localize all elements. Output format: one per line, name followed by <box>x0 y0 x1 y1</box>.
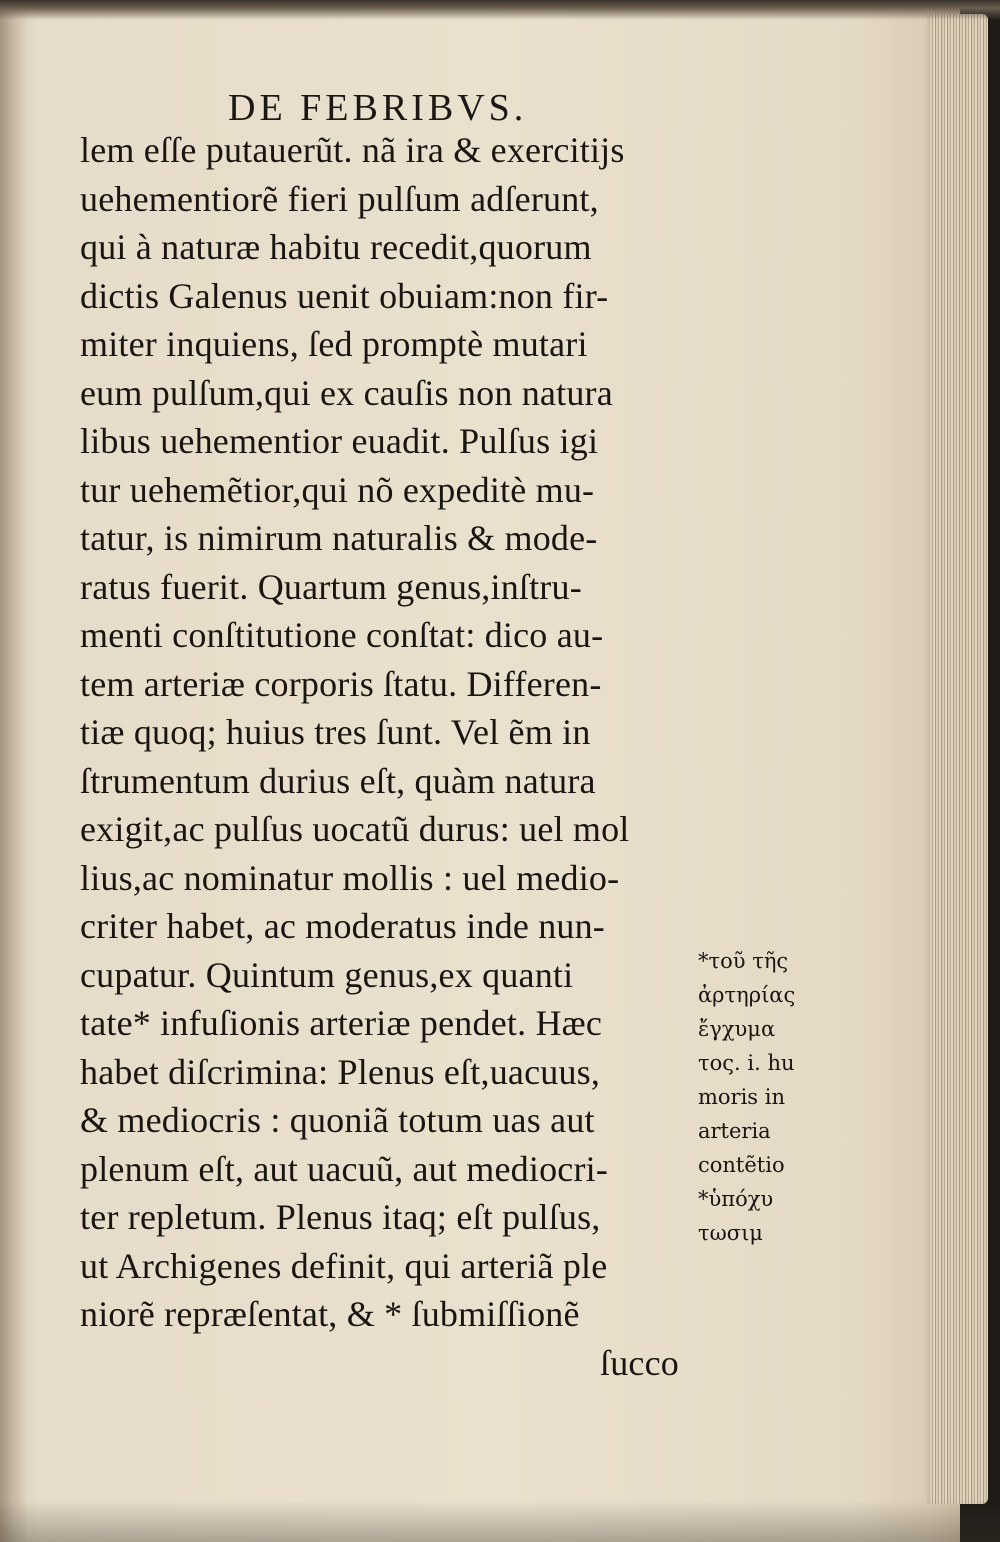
text-line: ratus fuerit. Quartum genus,inſtru- <box>80 566 582 607</box>
gloss-line: ἀρτηρίας <box>698 983 796 1007</box>
text-line: dictis Galenus uenit obuiam:non fir- <box>80 275 609 316</box>
gloss-line: τος. i. hu <box>698 1051 795 1075</box>
text-line: ut Archigenes definit, qui arteriã ple <box>80 1245 608 1286</box>
gloss-line: moris in <box>698 1085 786 1109</box>
text-line: tatur, is nimirum naturalis & mode- <box>80 518 598 558</box>
text-line: menti conſtitutione conſtat: dico au- <box>80 615 604 655</box>
gloss-line: arteria <box>698 1119 771 1143</box>
text-line: plenum eſt, aut uacuũ, aut mediocri- <box>80 1148 609 1189</box>
text-line: habet diſcrimina: Plenus eſt,uacuus, <box>80 1051 601 1092</box>
text-line: tate* infuſionis arteriæ pendet. Hæc <box>80 1003 603 1043</box>
text-line: exigit,ac pulſus uocatũ durus: uel mol <box>80 809 630 849</box>
text-line: ſtrumentum durius eſt, quàm natura <box>80 760 596 801</box>
gloss-line: contẽtio <box>698 1153 785 1177</box>
gloss-line: τωσιμ <box>698 1221 763 1245</box>
text-line: libus uehementior euadit. Pulſus igi <box>80 421 599 461</box>
text-line: niorẽ repræſentat, & * ſubmiſſionẽ <box>80 1294 580 1334</box>
catchword: ſucco <box>600 1342 679 1383</box>
running-head: DE FEBRIBVS. <box>228 87 528 129</box>
page-edges <box>930 14 988 1504</box>
bottom-shadow <box>0 1500 1000 1542</box>
text-line: & mediocris : quoniã totum uas aut <box>80 1100 595 1140</box>
text-line: lius,ac nominatur mollis : uel medio- <box>80 857 620 898</box>
text-line: tiæ quoq; huius tres ſunt. Vel ẽm in <box>80 712 591 752</box>
gloss-line: *ὑπόχυ <box>698 1187 774 1211</box>
text-line: eum pulſum,qui ex cauſis non natura <box>80 372 613 413</box>
text-line: criter habet, ac moderatus inde nun- <box>80 906 605 946</box>
text-line: cupatur. Quintum genus,ex quanti <box>80 954 574 995</box>
body-text <box>80 126 720 1387</box>
text-line: ter repletum. Plenus itaq; eſt pulſus, <box>80 1197 601 1237</box>
margin-gloss <box>698 944 828 1250</box>
text-line: lem eſſe putauerũt. nã ira & exercitijs <box>80 130 625 170</box>
text-line: tur uehemẽtior,qui nõ expeditè mu- <box>80 469 595 510</box>
top-shadow <box>0 0 1000 20</box>
gloss-line: ἔγχυμα <box>698 1017 776 1041</box>
gloss-line: *τοῦ τῆς <box>698 949 789 973</box>
text-line: uehementiorẽ fieri pulſum adſerunt, <box>80 178 599 219</box>
gutter-shadow <box>0 0 28 1542</box>
text-line: qui à naturæ habitu recedit,quorum <box>80 227 592 267</box>
text-line: tem arteriæ corporis ſtatu. Differen- <box>80 663 602 704</box>
text-line: miter inquiens, ſed promptè mutari <box>80 324 588 364</box>
